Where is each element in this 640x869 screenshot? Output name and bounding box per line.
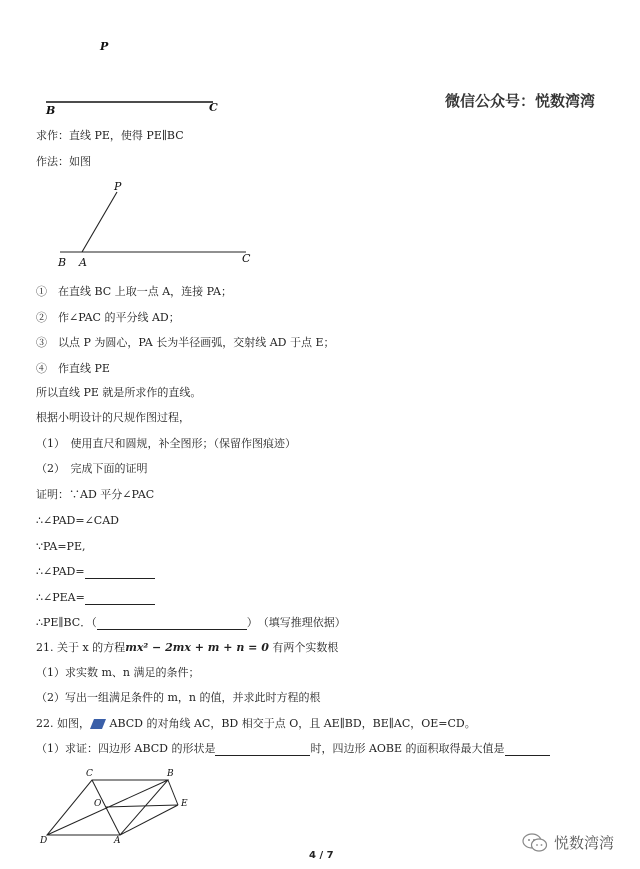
proof-line-4-text: ∴∠PAD= bbox=[36, 565, 85, 578]
proof-line-3: ∵PA=PE, bbox=[36, 540, 86, 553]
problem-22-prefix: 22. 如图， bbox=[36, 717, 90, 730]
fig3-label-b: B bbox=[167, 769, 174, 779]
question-1: （1） 使用直尺和圆规，补全图形；（保留作图痕迹） bbox=[36, 437, 296, 450]
problem-21-prefix: 21. 关于 x 的方程 bbox=[36, 641, 126, 654]
fig1-label-p: P bbox=[100, 40, 109, 53]
proof-line-5-text: ∴∠PEA= bbox=[36, 591, 85, 604]
problem-22-main: ABCD 的对角线 AC，BD 相交于点 O，且 AE∥BD，BE∥AC，OE=CD。 bbox=[106, 717, 476, 730]
step-2: ② 作∠PAC 的平分线 AD； bbox=[36, 311, 180, 324]
problem-21-suffix: 有两个实数根 bbox=[268, 641, 339, 654]
step-1: ① 在直线 BC 上取一点 A，连接 PA； bbox=[36, 285, 232, 298]
problem-21-q1: （1）求实数 m、n 满足的条件； bbox=[36, 666, 200, 679]
fig3-label-d: D bbox=[40, 836, 48, 846]
watermark-bottom-text: 悦数湾湾 bbox=[554, 834, 615, 852]
wechat-icon bbox=[522, 833, 548, 853]
proof-line-2: ∴∠PAD=∠CAD bbox=[36, 514, 119, 527]
fig3-label-c: C bbox=[86, 769, 93, 779]
fig1-label-c: C bbox=[209, 101, 218, 114]
conclusion-text: 所以直线 PE 就是所求作的直线。 bbox=[36, 386, 202, 399]
fig3-label-a: A bbox=[114, 836, 121, 846]
question-2: （2） 完成下面的证明 bbox=[36, 462, 148, 475]
problem-21-equation: mx² − 2mx + m + n = 0 bbox=[125, 641, 269, 654]
step-3: ③ 以点 P 为圆心，PA 长为半径画弧，交射线 AD 于点 E； bbox=[36, 336, 335, 349]
fig3-label-e: E bbox=[181, 799, 188, 809]
intro-text: 根据小明设计的尺规作图过程， bbox=[36, 411, 190, 424]
watermark-top: 微信公众号：悦数湾湾 bbox=[445, 92, 596, 110]
method-text: 作法：如图 bbox=[36, 155, 91, 168]
problem-22-q1-text: （1）求证：四边形 ABCD 的形状是 bbox=[36, 742, 216, 755]
task-text: 求作：直线 PE，使得 PE∥BC bbox=[36, 129, 184, 142]
fig2-label-c: C bbox=[242, 252, 251, 265]
fig2-label-p: P bbox=[114, 180, 122, 193]
step-4: ④ 作直线 PE bbox=[36, 362, 110, 375]
fig3-label-o: O bbox=[94, 799, 102, 809]
proof-line-6-hint: ） （填写推理依据） bbox=[246, 616, 346, 629]
fig2-label-b: B bbox=[58, 256, 67, 269]
page-number: 4 / 7 bbox=[309, 850, 334, 861]
problem-22-q1-tail: 时，四边形 AOBE 的面积取得最大值是 bbox=[310, 742, 505, 755]
fig1-label-b: B bbox=[46, 104, 56, 117]
problem-21-q2: （2）写出一组满足条件的 m，n 的值，并求此时方程的根 bbox=[36, 691, 321, 704]
proof-line-6-text: ∴PE∥BC．（ bbox=[36, 616, 97, 629]
proof-line-1: 证明：∵AD 平分∠PAC bbox=[36, 488, 155, 501]
watermark-bottom bbox=[522, 832, 614, 853]
fig2-label-a: A bbox=[79, 256, 87, 269]
